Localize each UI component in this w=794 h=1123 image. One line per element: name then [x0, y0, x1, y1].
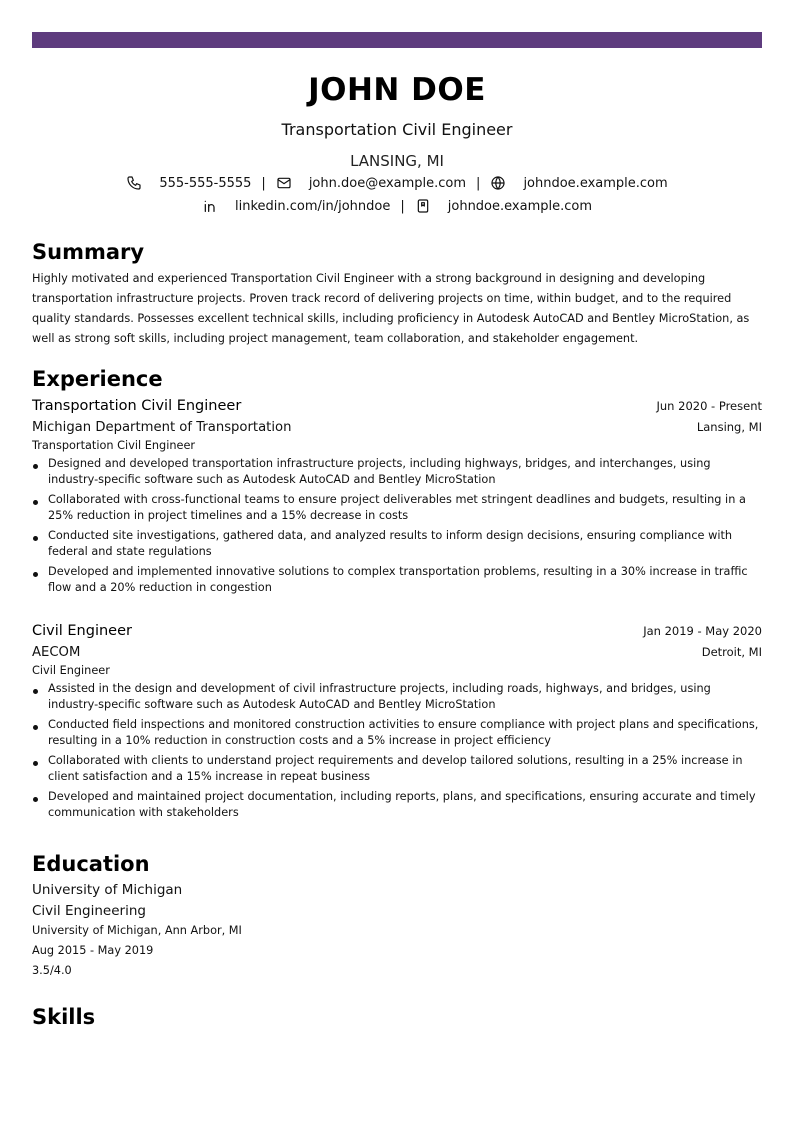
accent-bar	[32, 32, 762, 48]
bullet-dot	[33, 725, 38, 730]
candidate-name: JOHN DOE	[308, 72, 486, 108]
contact-linkedin[interactable]	[202, 198, 390, 214]
bullet-item	[32, 717, 762, 749]
bullet-item	[32, 789, 762, 821]
job-dates: Jan 2019 - May 2020	[643, 624, 762, 638]
contact-email-text: john.doe@example.com	[308, 175, 467, 191]
phone-icon	[126, 175, 142, 191]
contact-phone[interactable]	[126, 175, 251, 191]
bullet-text: Collaborated with cross-functional teams to ensure project deliverables met stringent deadlines and budgets, resulting in a 25% reduction in project timelines and a 15% decrease in costs	[48, 493, 746, 522]
summary-text: Highly motivated and experienced Transportation Civil Engineer with a strong background in designing and developing transportation infrastructure projects. Proven track record of delivering projects on time, within budget, and to the required quality standards. Possesses excellent technical skills, including proficiency in Autodesk AutoCAD and Bentley MicroStation, as well as strong soft skills, including project management, team collaboration, and stakeholder engagement.	[32, 272, 750, 345]
bullet-dot	[33, 797, 38, 802]
job-role: Civil Engineer	[32, 664, 110, 677]
bullet-text: Collaborated with clients to understand project requirements and develop tailored solutions, resulting in a 25% increase in client satisfaction and a 15% increase in repeat business	[48, 754, 743, 783]
contact-row-2	[32, 196, 762, 216]
contact-portfolio-text: johndoe.example.com	[447, 198, 592, 214]
bullet-text: Assisted in the design and development of civil infrastructure projects, including roads, highways, and bridges, using industry-specific software such as Autodesk AutoCAD and Bentley MicroStation	[48, 682, 711, 711]
bullet-dot	[33, 500, 38, 505]
bullet-item	[32, 681, 762, 713]
bullet-text: Developed and maintained project documentation, including reports, plans, and specifications, ensuring accurate and timely communication with stakeholders	[48, 790, 756, 819]
globe-icon	[490, 175, 506, 191]
bullet-text: Conducted site investigations, gathered data, and analyzed results to inform design decisions, ensuring compliance with federal and state regulations	[48, 529, 733, 558]
job-company: Michigan Department of Transportation	[32, 420, 292, 435]
bullet-dot	[33, 761, 38, 766]
edu-school: University of Michigan	[32, 882, 183, 898]
job-company: AECOM	[32, 645, 81, 660]
education-heading: Education	[32, 852, 150, 876]
contact-row-1	[32, 173, 762, 193]
education-entry	[32, 882, 762, 979]
mail-icon	[276, 175, 292, 191]
bullet-dot	[33, 572, 38, 577]
separator: |	[476, 175, 481, 191]
separator: |	[261, 175, 266, 191]
edu-dates: Aug 2015 - May 2019	[32, 944, 154, 957]
edu-place: University of Michigan, Ann Arbor, MI	[32, 924, 242, 937]
skills-heading: Skills	[32, 1005, 96, 1029]
summary-heading: Summary	[32, 240, 145, 264]
edu-degree: Civil Engineering	[32, 903, 146, 919]
bullet-item	[32, 564, 762, 596]
bullet-text: Developed and implemented innovative solutions to complex transportation problems, resulting in a 30% increase in traffic flow and a 20% reduction in congestion	[48, 565, 748, 594]
candidate-location: LANSING, MI	[350, 152, 444, 170]
contact-website-text: johndoe.example.com	[523, 175, 668, 191]
job-dates: Jun 2020 - Present	[656, 399, 762, 413]
contact-website[interactable]	[490, 175, 667, 191]
experience-heading: Experience	[32, 367, 163, 391]
contact-portfolio[interactable]	[415, 198, 592, 214]
bullet-text: Conducted field inspections and monitored construction activities to ensure compliance with project plans and specifications, resulting in a 10% reduction in construction costs and a 5% increase in project efficiency	[48, 718, 759, 747]
candidate-title: Transportation Civil Engineer	[281, 120, 513, 139]
job-entry	[32, 623, 762, 825]
contact-linkedin-text: linkedin.com/in/johndoe	[234, 198, 391, 214]
job-title: Transportation Civil Engineer	[32, 398, 242, 414]
bullet-item	[32, 528, 762, 560]
bullet-item	[32, 456, 762, 488]
linkedin-icon	[202, 198, 218, 214]
job-location: Lansing, MI	[696, 420, 762, 434]
contact-phone-text: 555-555-5555	[159, 175, 252, 191]
job-location: Detroit, MI	[701, 645, 762, 659]
job-role: Transportation Civil Engineer	[32, 439, 196, 452]
bullet-item	[32, 492, 762, 524]
separator: |	[400, 198, 405, 214]
bullet-dot	[33, 689, 38, 694]
bullet-item	[32, 753, 762, 785]
edu-gpa: 3.5/4.0	[32, 964, 72, 977]
bullet-dot	[33, 536, 38, 541]
job-bullets	[32, 681, 762, 821]
portfolio-icon	[415, 198, 431, 214]
job-title: Civil Engineer	[32, 623, 132, 639]
job-bullets	[32, 456, 762, 596]
bullet-text: Designed and developed transportation infrastructure projects, including highways, bridges, and interchanges, using industry-specific software such as Autodesk AutoCAD and Bentley MicroStation	[48, 457, 711, 486]
contact-email[interactable]	[276, 175, 466, 191]
job-entry	[32, 398, 762, 600]
bullet-dot	[33, 464, 38, 469]
